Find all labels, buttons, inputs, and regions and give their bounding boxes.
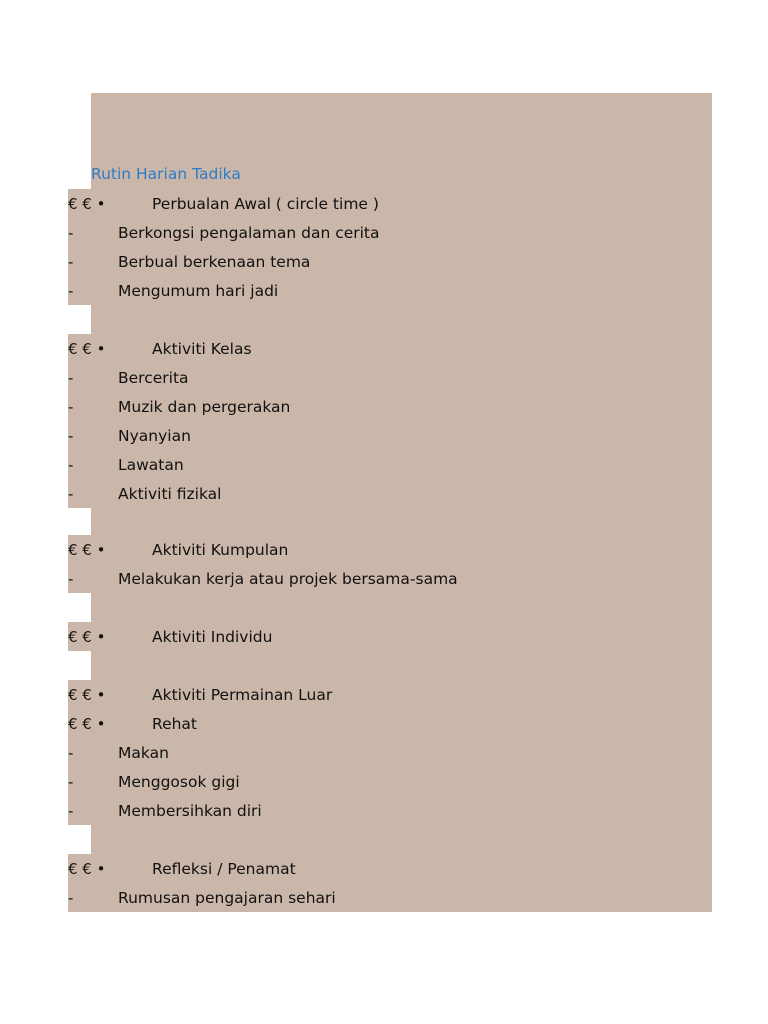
list-item	[68, 421, 712, 450]
list-item-text: Makan	[118, 744, 169, 762]
list-item-text: Mengumum hari jadi	[118, 282, 279, 300]
list-item-text: Aktiviti fizikal	[118, 485, 222, 503]
bullet-marker: € € •	[68, 340, 106, 358]
list-item-text: Nyanyian	[118, 427, 191, 445]
list-item	[68, 564, 712, 593]
list-item	[68, 450, 712, 479]
dash-marker: -	[68, 456, 74, 474]
section-heading: Aktiviti Kelas	[152, 340, 252, 358]
blank-gap	[68, 825, 91, 853]
list-item-text: Lawatan	[118, 456, 184, 474]
dash-marker: -	[68, 253, 74, 271]
section-heading-row	[68, 680, 712, 709]
bullet-marker: € € •	[68, 715, 106, 733]
blank-gap	[68, 508, 91, 536]
list-item-text: Berbual berkenaan tema	[118, 253, 311, 271]
section-heading: Aktiviti Permainan Luar	[152, 686, 333, 704]
list-item	[68, 247, 712, 276]
list-item	[68, 276, 712, 305]
blank-gap	[68, 305, 91, 333]
list-item-text: Muzik dan pergerakan	[118, 398, 291, 416]
dash-marker: -	[68, 889, 74, 907]
dash-marker: -	[68, 427, 74, 445]
section-heading-row	[68, 709, 712, 738]
document-title: Rutin Harian Tadika	[91, 165, 241, 183]
dash-marker: -	[68, 282, 74, 300]
dash-marker: -	[68, 398, 74, 416]
section-heading: Rehat	[152, 715, 198, 733]
dash-marker: -	[68, 369, 74, 387]
list-item-text: Berkongsi pengalaman dan cerita	[118, 224, 380, 242]
list-item	[68, 883, 712, 912]
list-item	[68, 796, 712, 825]
bullet-marker: € € •	[68, 686, 106, 704]
bullet-marker: € € •	[68, 860, 106, 878]
list-item	[68, 363, 712, 392]
blank-gap	[68, 593, 91, 621]
dash-marker: -	[68, 773, 74, 791]
section-heading-row	[68, 334, 712, 363]
dash-marker: -	[68, 744, 74, 762]
bullet-marker: € € •	[68, 195, 106, 213]
dash-marker: -	[68, 485, 74, 503]
list-item	[68, 738, 712, 767]
section-heading-row	[68, 622, 712, 651]
blank-gap	[68, 651, 91, 679]
section-heading: Perbualan Awal ( circle time )	[152, 195, 379, 213]
list-item	[68, 767, 712, 796]
list-item	[68, 479, 712, 508]
section-heading-row	[68, 854, 712, 883]
dash-marker: -	[68, 224, 74, 242]
list-item-text: Menggosok gigi	[118, 773, 240, 791]
list-item	[68, 218, 712, 247]
section-heading-row	[68, 535, 712, 564]
bullet-marker: € € •	[68, 628, 106, 646]
section-heading: Refleksi / Penamat	[152, 860, 296, 878]
list-item-text: Membersihkan diri	[118, 802, 262, 820]
section-heading-row	[68, 189, 712, 218]
section-heading: Aktiviti Individu	[152, 628, 273, 646]
bullet-marker: € € •	[68, 541, 106, 559]
list-item	[68, 392, 712, 421]
list-item-text: Bercerita	[118, 369, 189, 387]
list-item-text: Melakukan kerja atau projek bersama-sama	[118, 570, 458, 588]
list-item-text: Rumusan pengajaran sehari	[118, 889, 336, 907]
dash-marker: -	[68, 802, 74, 820]
dash-marker: -	[68, 570, 74, 588]
section-heading: Aktiviti Kumpulan	[152, 541, 289, 559]
